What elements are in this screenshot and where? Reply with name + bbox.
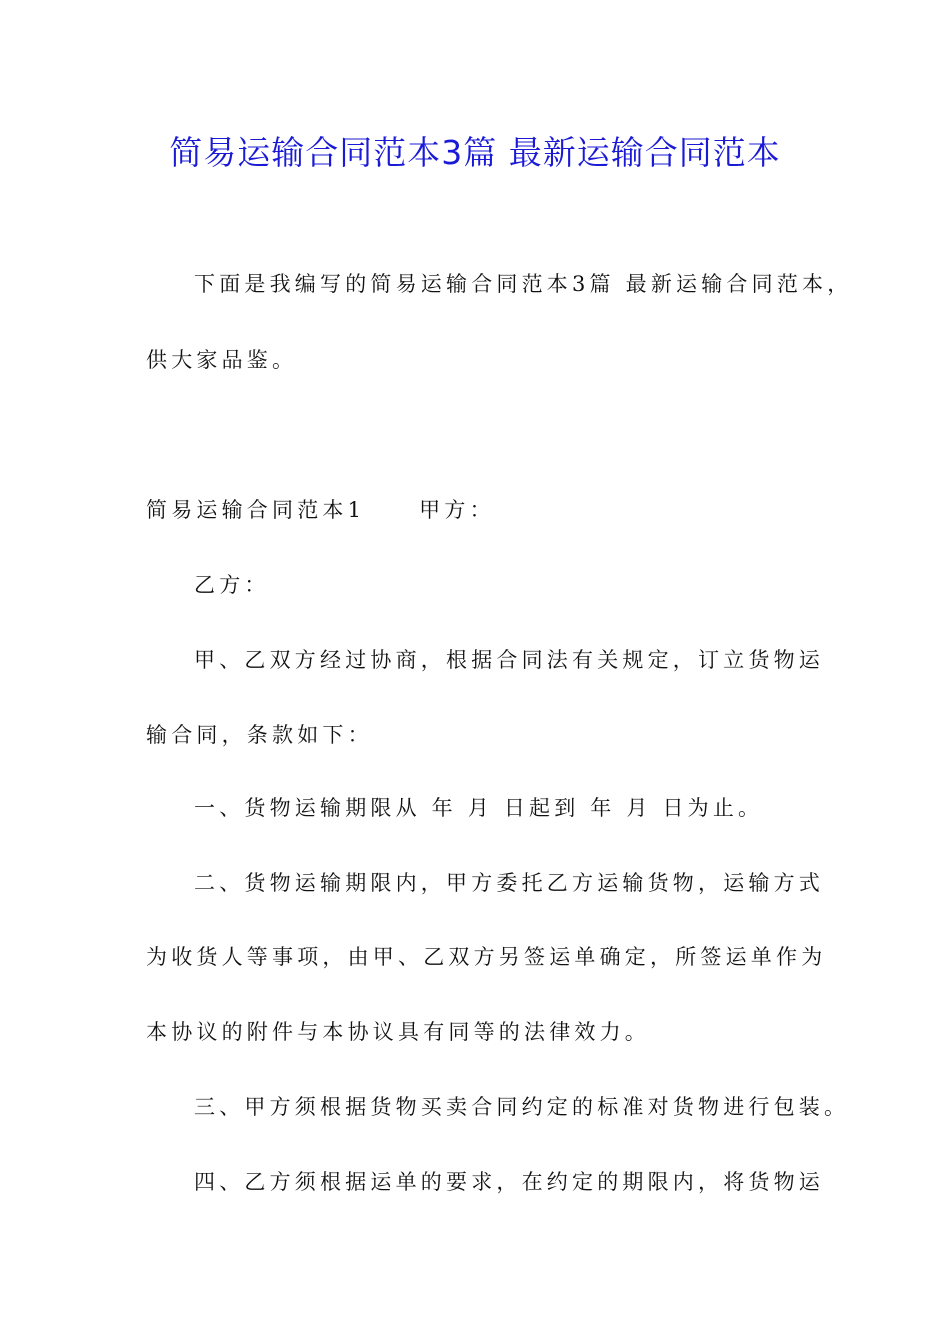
party-a-label: 甲方： [419, 498, 495, 522]
section-heading-row [146, 494, 495, 526]
clause-3: 三、甲方须根据货物买卖合同约定的标准对货物进行包装。 [194, 1095, 850, 1119]
clause-1: 一、货物运输期限从 年 月 日起到 年 月 日为止。 [194, 796, 764, 820]
intro-line-2: 供大家品鉴。 [146, 348, 298, 372]
clause-2-line-3: 本协议的附件与本协议具有同等的法律效力。 [146, 1020, 650, 1044]
intro-line-1: 下面是我编写的简易运输合同范本3篇 最新运输合同范本， [194, 272, 853, 296]
clause-2-line-1: 二、货物运输期限内，甲方委托乙方运输货物，运输方式 [194, 871, 824, 895]
document-title: 简易运输合同范本3篇 最新运输合同范本 [169, 133, 781, 172]
party-b-label: 乙方： [194, 573, 270, 597]
clause-4-line-1: 四、乙方须根据运单的要求，在约定的期限内，将货物运 [194, 1170, 824, 1194]
section-heading: 简易运输合同范本1 [146, 498, 366, 522]
preamble-line-2: 输合同，条款如下： [146, 723, 373, 747]
clause-2-line-2: 为收货人等事项，由甲、乙双方另签运单确定，所签运单作为 [146, 945, 827, 969]
preamble-line-1: 甲、乙双方经过协商，根据合同法有关规定，订立货物运 [194, 648, 824, 672]
